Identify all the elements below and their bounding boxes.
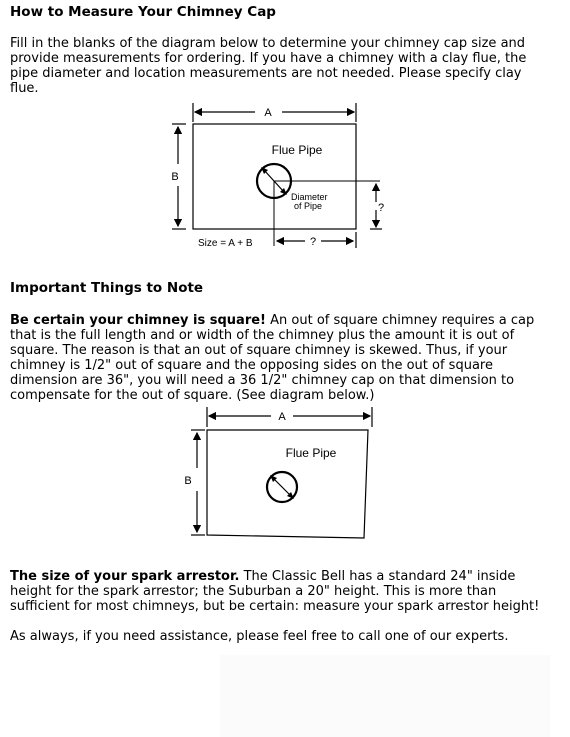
- question-bottom: ?: [309, 236, 317, 248]
- diameter-line: [273, 478, 291, 496]
- diagram-svg: [160, 98, 400, 258]
- flue-pipe-label: Flue Pipe: [285, 446, 337, 460]
- section-heading: Important Things to Note: [10, 280, 204, 296]
- page-title: How to Measure Your Chimney Cap: [10, 4, 276, 20]
- intro-paragraph: Fill in the blanks of the diagram below to determine your chimney cap size and provide measurements for ordering. If you have a chimney with a clay flue, the pipe diameter and location measurements are not needed. Please specify clay flue.: [10, 36, 527, 96]
- blank-footer-area: [220, 655, 550, 737]
- spark-paragraph: [10, 569, 550, 614]
- spark-body-text: The Classic Bell has a standard 24" inside height for the spark arrestor; the Suburban a 20" height. This is more than sufficient for most chimneys, but be certain: measure your spark arrestor height!: [10, 569, 540, 614]
- diameter-label-line2: of Pipe: [294, 201, 323, 211]
- label-a: A: [264, 107, 272, 119]
- square-bold-lead: Be certain your chimney is square!: [10, 313, 266, 328]
- square-paragraph: [10, 313, 550, 403]
- closing-paragraph: As always, if you need assistance, please feel free to call one of our experts.: [10, 629, 509, 644]
- label-b: B: [184, 475, 192, 487]
- diagram-svg-2: [175, 403, 385, 543]
- flue-pipe-label: Flue Pipe: [271, 143, 323, 157]
- square-body-text: An out of square chimney requires a cap that is the full length and or width of the chimney plus the amount it is out of square. The reason is that an out of square chimney is skewed. Thus, if your chimney is 1/2" out of square and the opposing sides on the out of square dimension are 36", you will need a 36 1/2" chimney cap on that dimension to compensate for the out of square. (See diagram below.): [10, 313, 535, 403]
- out-of-square-diagram: [175, 403, 385, 547]
- diameter-label-line1: Diameter: [291, 192, 328, 202]
- question-right: ?: [378, 202, 385, 214]
- size-formula: Size = A + B: [198, 238, 253, 249]
- label-b: B: [171, 171, 179, 183]
- label-a: A: [278, 411, 286, 423]
- spark-bold-lead: The size of your spark arrestor.: [10, 569, 240, 584]
- chimney-measure-diagram: [160, 98, 400, 262]
